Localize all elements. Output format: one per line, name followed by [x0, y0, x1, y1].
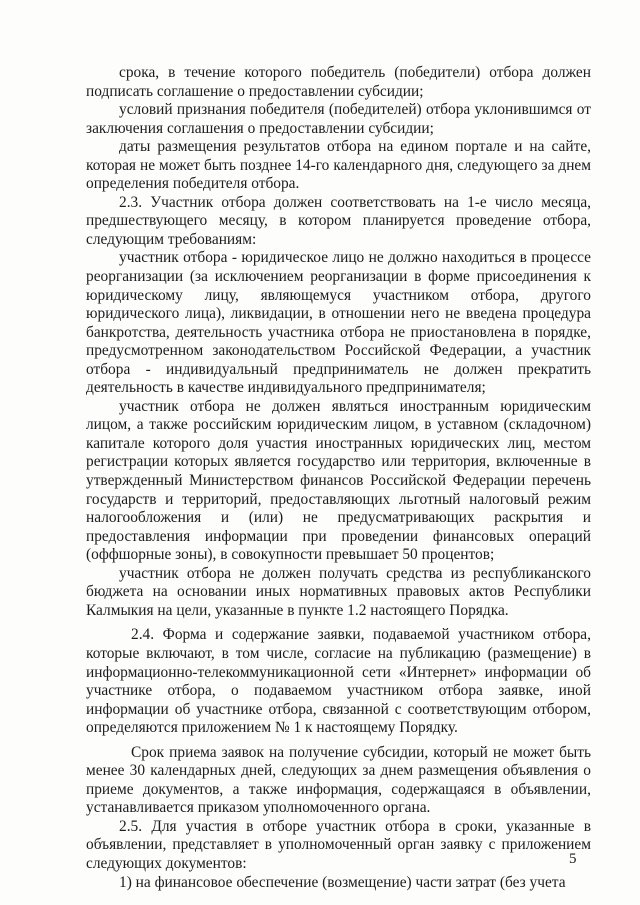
paragraph-foreign-entity: участник отбора не должен являться иностранным юридическим лицом, а также российским юридическим лицом, в уставном (складочном) капитале которого доля участия иностранных юридических лиц, местом регистрации которых является государство или территория, включенные в утвержденный Министерством финансов Российской Федерации перечень государств и территорий, предоставляющих льготный налоговый режим налогообложения и (или) не предусматривающих раскрытия и предоставления информации при проведении финансовых операций (оффшорные зоны), в совокупности превышает 50 процентов;: [86, 397, 591, 564]
paragraph-2-3-requirements: 2.3. Участник отбора должен соответствовать на 1-е число месяца, предшествующего месяцу, в котором планируется проведение отбора, следующим требованиям:: [86, 193, 591, 248]
paragraph-2-4-application-form: 2.4. Форма и содержание заявки, подаваемой участником отбора, которые включают, в том числе, согласие на публикацию (размещение) в информационно-телекоммуникационной сети «Интернет» информации об участнике отбора, о подаваемом участником отбора заявке, иной информации об участнике отбора, связанной с соответствующим отбором, определяются приложением № 1 к настоящему Порядку.: [86, 626, 591, 737]
page-number: 5: [569, 851, 577, 867]
paragraph-evasion-conditions: условий признания победителя (победителей) отбора уклонившимся от заключения соглашения о предоставлении субсидии;: [86, 101, 591, 137]
paragraph-signing-deadline: срока, в течение которого победитель (победители) отбора должен подписать соглашение о предоставлении субсидии;: [86, 64, 591, 100]
paragraph-reorganization: участник отбора - юридическое лицо не должно находиться в процессе реорганизации (за исключением реорганизации в форме присоединения к юридическому лицу, являющемуся участником отбора, другого юридического лица), ликвидации, в отношении него не введена процедура банкротства, деятельность участника отбора не приостановлена в порядке, предусмотренном законодательством Российской Федерации, а участник отбора - индивидуальный предприниматель не должен прекратить деятельность в качестве индивидуального предпринимателя;: [86, 249, 591, 397]
paragraph-application-deadline: Срок приема заявок на получение субсидии, который не может быть менее 30 календарных дней, следующих за днем размещения объявления о приеме документов, а также информация, содержащаяся в объявлении, устанавливается приказом уполномоченного органа.: [86, 743, 591, 817]
paragraph-results-publication: даты размещения результатов отбора на едином портале и на сайте, которая не может быть позднее 14-го календарного дня, следующего за днем определения победителя отбора.: [86, 138, 591, 193]
paragraph-item-1: 1) на финансовое обеспечение (возмещение) части затрат (без учета: [119, 873, 566, 891]
document-body: [86, 64, 591, 892]
paragraph-2-5-documents: 2.5. Для участия в отборе участник отбора в сроки, указанные в объявлении, представляет в уполномоченный орган заявку с приложением следующих документов:: [86, 817, 591, 872]
paragraph-republican-budget: участник отбора не должен получать средства из республиканского бюджета на основании иных нормативных правовых актов Республики Калмыкия на цели, указанные в пункте 1.2 настоящего Порядка.: [86, 564, 591, 619]
